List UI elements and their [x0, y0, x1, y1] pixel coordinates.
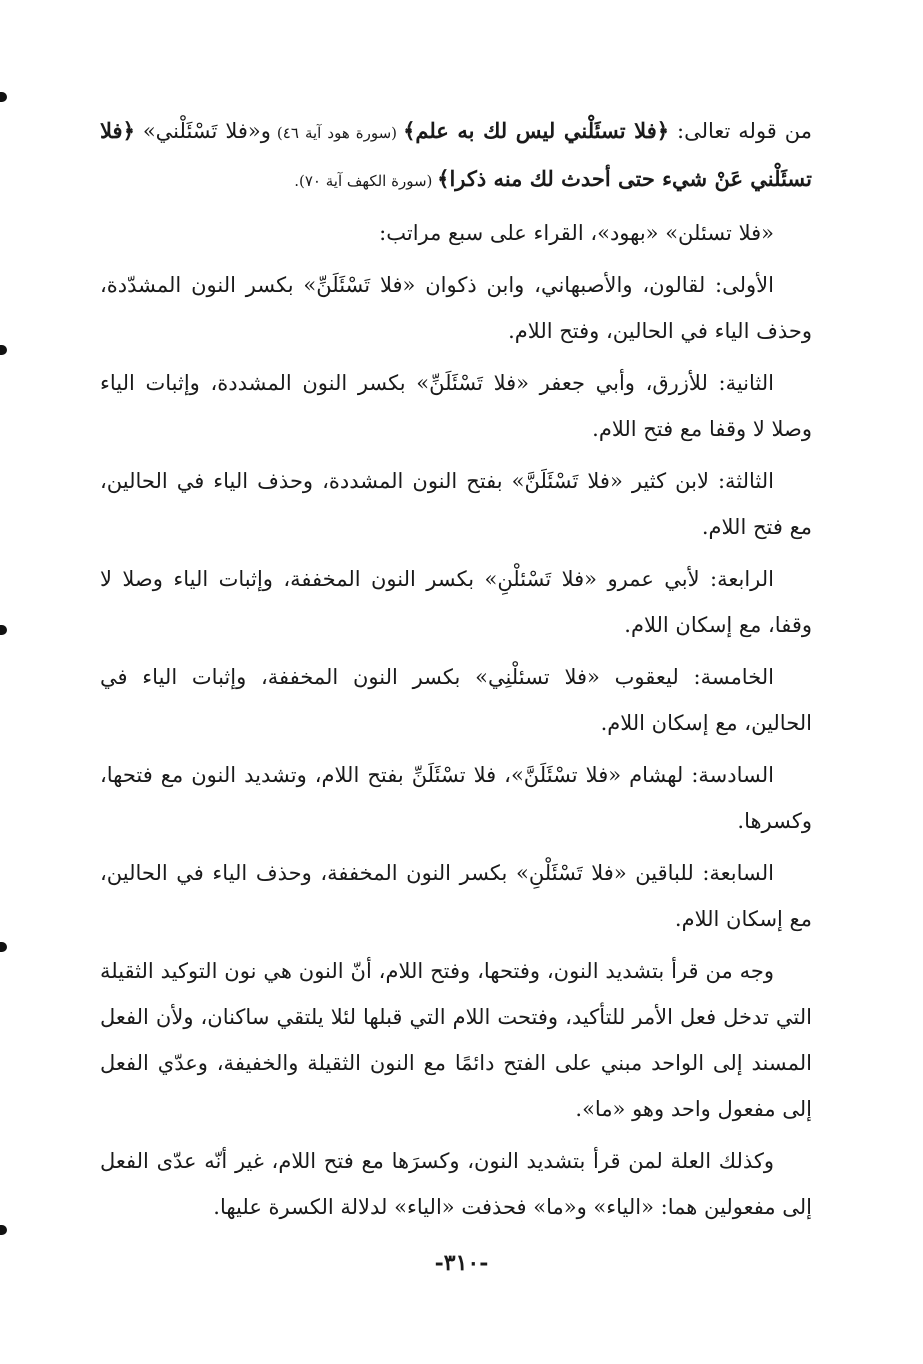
paragraph-intro [100, 108, 812, 204]
paragraph-heading: «فلا تسئلن» «بهود»، القراء على سبع مراتب: [379, 221, 774, 245]
paragraph-first-rank: الأولى: لقالون، والأصبهاني، وابن ذكوان «فلا تَسْئَلَنِّ» بكسر النون المشدّدة، وحذف الياء في الحالين، وفتح اللام. [100, 273, 812, 343]
scan-edge-mark [0, 345, 7, 355]
intro-connector: و«فلا تَسْئَلْني» [134, 119, 271, 143]
paragraph-fourth-rank: الرابعة: لأبي عمرو «فلا تَسْئلْنِ» بكسر النون المخففة، وإثبات الياء وصلا لا وقفا، مع إسكان اللام. [100, 567, 812, 637]
paragraph-seventh-rank: السابعة: للباقين «فلا تَسْئَلْنِ» بكسر النون المخففة، وحذف الياء في الحالين، مع إسكان اللام. [100, 861, 812, 931]
scan-edge-mark [0, 1225, 7, 1235]
intro-lead: من قوله تعالى: [669, 119, 813, 143]
paragraph-sixth-rank: السادسة: لهشام «فلا تسْئَلَنَّ»، فلا تسْئَلَنِّ بفتح اللام، وتشديد النون مع فتحها، وكسرها. [100, 763, 812, 833]
quran-verse-hud: ﴿فلا تسئَلْني ليس لك به علم﴾ [403, 118, 670, 143]
paragraph-cause: وكذلك العلة لمن قرأ بتشديد النون، وكسرَها مع فتح اللام، غير أنّه عدّى الفعل إلى مفعولين هما: «الياء» و«ما» فحذفت «الياء» لدلالة الكسرة عليها. [100, 1149, 812, 1219]
verse-reference-kahf: (سورة الكهف آية ٧٠). [294, 172, 438, 190]
verse-reference-hud: (سورة هود آية ٤٦) [270, 124, 404, 142]
paragraph-fifth-rank: الخامسة: ليعقوب «فلا تسئلْنِي» بكسر النون المخففة، وإثبات الياء في الحالين، مع إسكان اللام. [100, 665, 812, 735]
paragraph-reasoning: وجه من قرأ بتشديد النون، وفتحها، وفتح اللام، أنّ النون هي نون التوكيد الثقيلة التي تدخل فعل الأمر للتأكيد، وفتحت اللام التي قبلها لئلا يلتقي ساكنان، ولأن الفعل المسند إلى الواحد مبني على الفتح دائمًا مع النون الثقيلة والخفيفة، وعدّي الفعل إلى مفعول واحد وهو «ما». [100, 959, 812, 1121]
page-number: -٣١٠- [434, 1250, 489, 1276]
page-body [100, 108, 812, 1236]
scan-edge-mark [0, 942, 7, 952]
scan-edge-mark [0, 92, 7, 102]
paragraph-third-rank: الثالثة: لابن كثير «فلا تَسْئَلَنَّ» بفتح النون المشددة، وحذف الياء في الحالين، مع فتح اللام. [100, 469, 812, 539]
scan-edge-mark [0, 625, 7, 635]
quran-verse-kahf: ﴿فلا تسئَلْني عَنْ شيء حتى أحدث لك منه ذكرا﴾ [100, 118, 812, 191]
paragraph-second-rank: الثانية: للأزرق، وأبي جعفر «فلا تَسْئَلَنِّ» بكسر النون المشددة، وإثبات الياء وصلا لا وقفا مع فتح اللام. [100, 371, 812, 441]
